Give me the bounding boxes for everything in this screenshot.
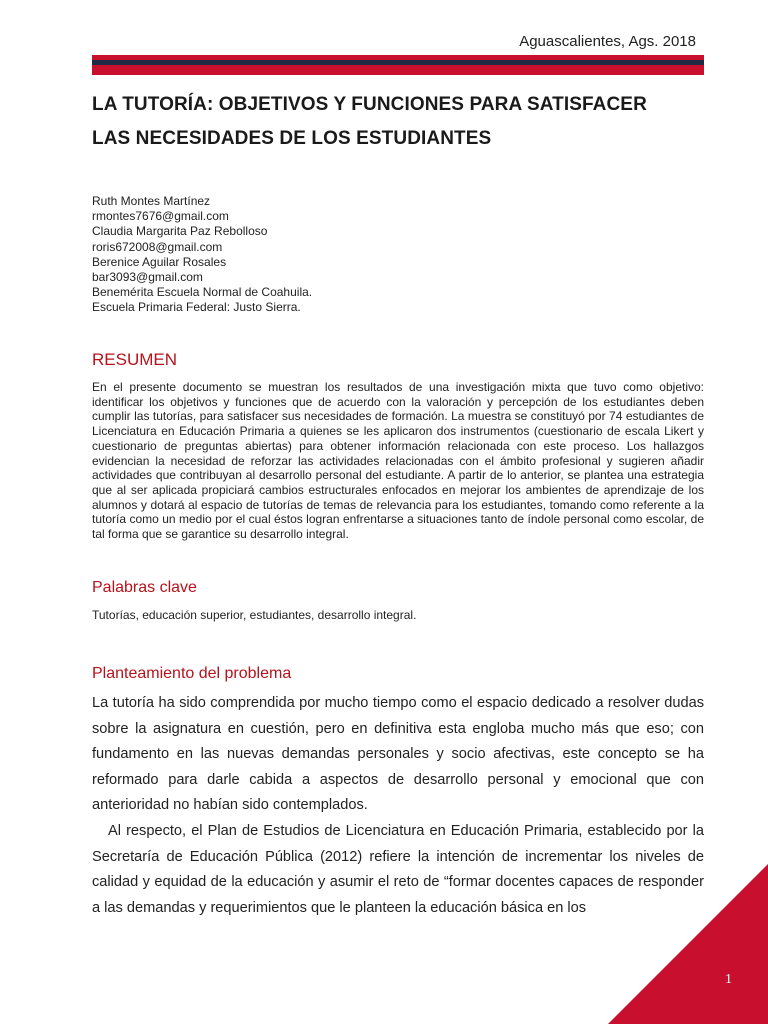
abstract-text: En el presente documento se muestran los resultados de una investigación mixta que tuvo como objetivo: identificar los objetivos y funciones que de acuerdo con la valoración y percepción de los estudiantes deben cumplir las tutorías, para satisfacer sus necesidades de formación. La muestra se constituyó por 74 estudiantes de Licenciatura en Educación Primaria a quienes se les aplicaron dos instrumentos (cuestionario de escala Likert y cuestionario de preguntas abiertas) para obtener información relacionada con este proceso. Los hallazgos evidencian la necesidad de reforzar las actividades relacionadas con el ámbito profesional y sugieren añadir actividades que contribuyan al desarrollo personal del estudiante. A partir de lo anterior, se plantea una estrategia que al ser aplicada propiciará cambios estructurales enfocados en mejorar los ambientes de aprendizaje de los alumnos y dotará al espacio de tutorías de temas de relevancia para los estudiantes, tomando como referente a la tutoría como un medio por el cual éstos logran enfrentarse a situaciones tanto de índole personal como escolar, de tal forma que se garantice su desarrollo integral.: [92, 380, 704, 542]
title-line-1: LA TUTORÍA: OBJETIVOS Y FUNCIONES PARA SATISFACER: [92, 94, 647, 115]
author-email: rmontes7676@gmail.com: [92, 209, 229, 224]
author-name: Ruth Montes Martínez: [92, 194, 211, 208]
problem-body: [92, 691, 704, 921]
author-affiliation: Benemérita Escuela Normal de Coahuila.: [92, 285, 313, 300]
author-email: roris672008@gmail.com: [92, 239, 223, 254]
author-name: Claudia Margarita Paz Rebolloso: [92, 224, 268, 239]
page-number: 1: [725, 972, 732, 987]
keywords-heading: Palabras clave: [92, 579, 197, 596]
resumen-heading: RESUMEN: [92, 350, 178, 369]
title-line-2: LAS NECESIDADES DE LOS ESTUDIANTES: [92, 128, 492, 149]
author-name: Berenice Aguilar Rosales: [92, 254, 227, 269]
header-place-date: Aguascalientes, Ags. 2018: [519, 33, 696, 50]
body-paragraph-1: La tutoría ha sido comprendida por mucho tiempo como el espacio dedicado a resolver dudas sobre la asignatura en cuestión, pero en definitiva esta engloba mucho más que eso; con fundamento en las nuevas demandas personales y socio afectivas, este concepto se ha reformado para darle cabida a aspectos de desarrollo personal y emocional que con anterioridad no habían sido contemplados.: [92, 695, 704, 814]
paper-title: [92, 88, 732, 156]
problem-heading: Planteamiento del problema: [92, 665, 292, 682]
author-affiliation: Escuela Primaria Federal: Justo Sierra.: [92, 300, 301, 315]
author-email: bar3093@gmail.com: [92, 270, 203, 285]
author-block: [92, 194, 692, 316]
header-band-red-bottom: [92, 65, 704, 75]
keywords-text: Tutorías, educación superior, estudiantes, desarrollo integral.: [92, 608, 417, 622]
body-paragraph-2: Al respecto, el Plan de Estudios de Licenciatura en Educación Primaria, establecido por la Secretaría de Educación Pública (2012) refiere la intención de incrementar los niveles de calidad y equidad de la educación y asumir el reto de “formar docentes capaces de responder a las demandas y requerimientos que le planteen la educación básica en los: [92, 822, 704, 916]
